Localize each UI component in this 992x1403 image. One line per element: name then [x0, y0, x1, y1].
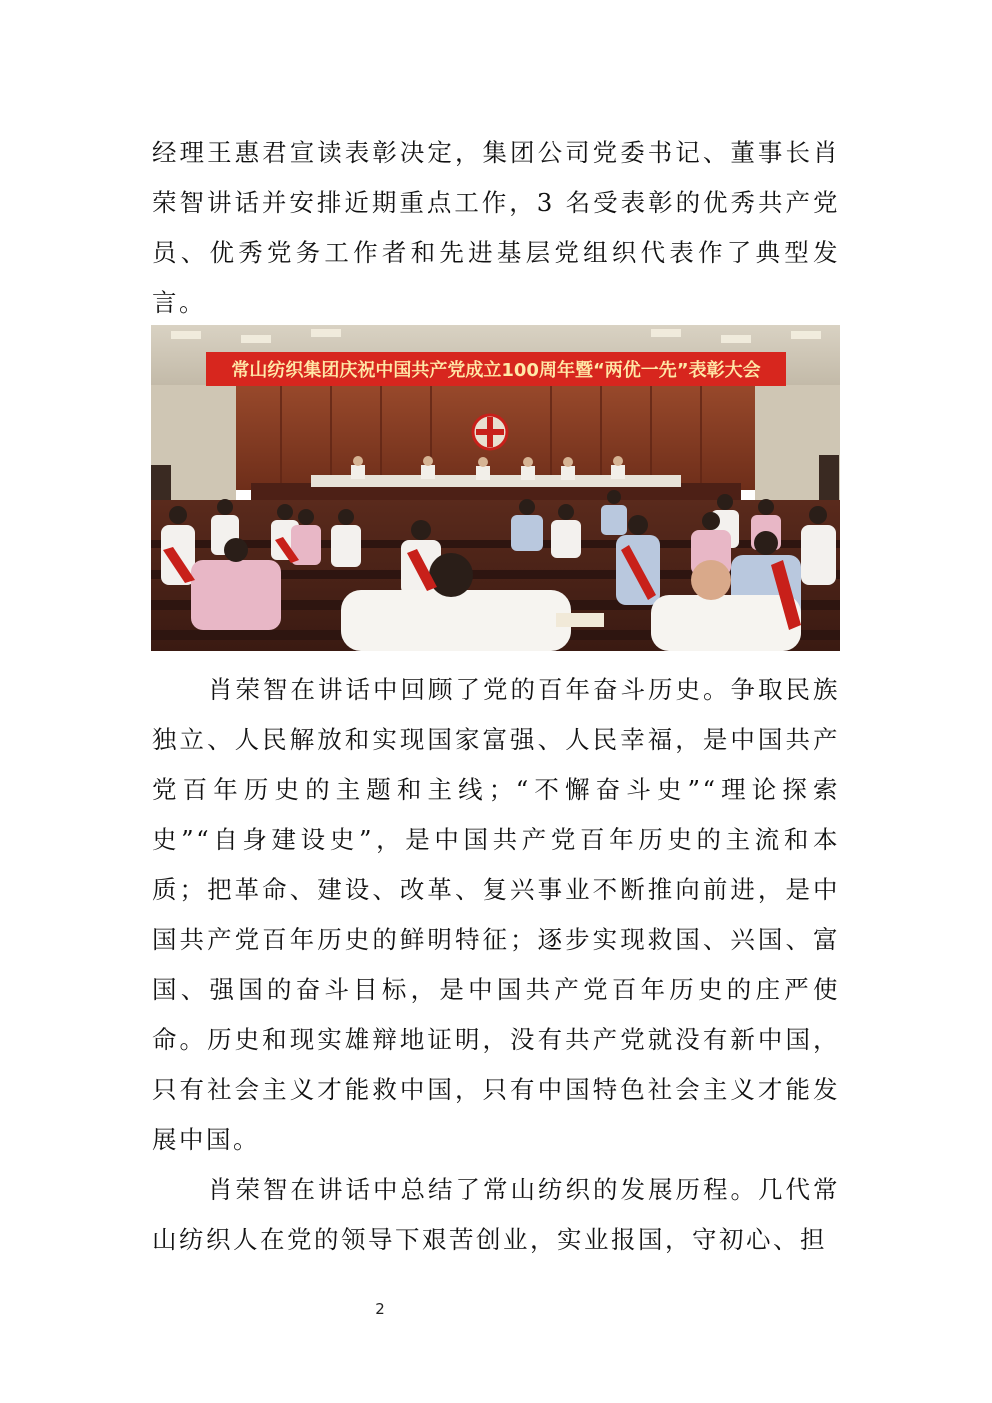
paragraph-2: 肖荣智在讲话中回顾了党的百年奋斗历史。争取民族独立、人民解放和实现国家富强、人民幸福，是中国共产党百年历史的主题和主线；“不懈奋斗史”“理论探索史”“自身建设史”，是中国共产党百年历史的主流和本质；把革命、建设、改革、复兴事业不断推向前进，是中国共产党百年历史的鲜明特征；逐步实现救国、兴国、富国、强国的奋斗目标，是中国共产党百年历史的庄严使命。历史和现实雄辩地证明，没有共产党就没有新中国，只有社会主义才能救中国，只有中国特色社会主义才能发展中国。	[152, 675, 840, 1154]
banner-text: 常山纺织集团庆祝中国共产党成立100周年暨“两优一先”表彰大会	[231, 360, 761, 381]
paragraph-1: 经理王惠君宣读表彰决定，集团公司党委书记、董事长肖荣智讲话并安排近期重点工作，3 名受表彰的优秀共产党员、优秀党务工作者和先进基层党组织代表作了典型发言。	[152, 138, 840, 317]
paragraph-3: 肖荣智在讲话中总结了常山纺织的发展历程。几代常山纺织人在党的领导下艰苦创业，实业报国，守初心、担	[152, 1175, 840, 1254]
party-emblem-icon	[473, 415, 507, 449]
page-number: 2	[375, 1300, 385, 1318]
meeting-photo	[151, 325, 840, 651]
